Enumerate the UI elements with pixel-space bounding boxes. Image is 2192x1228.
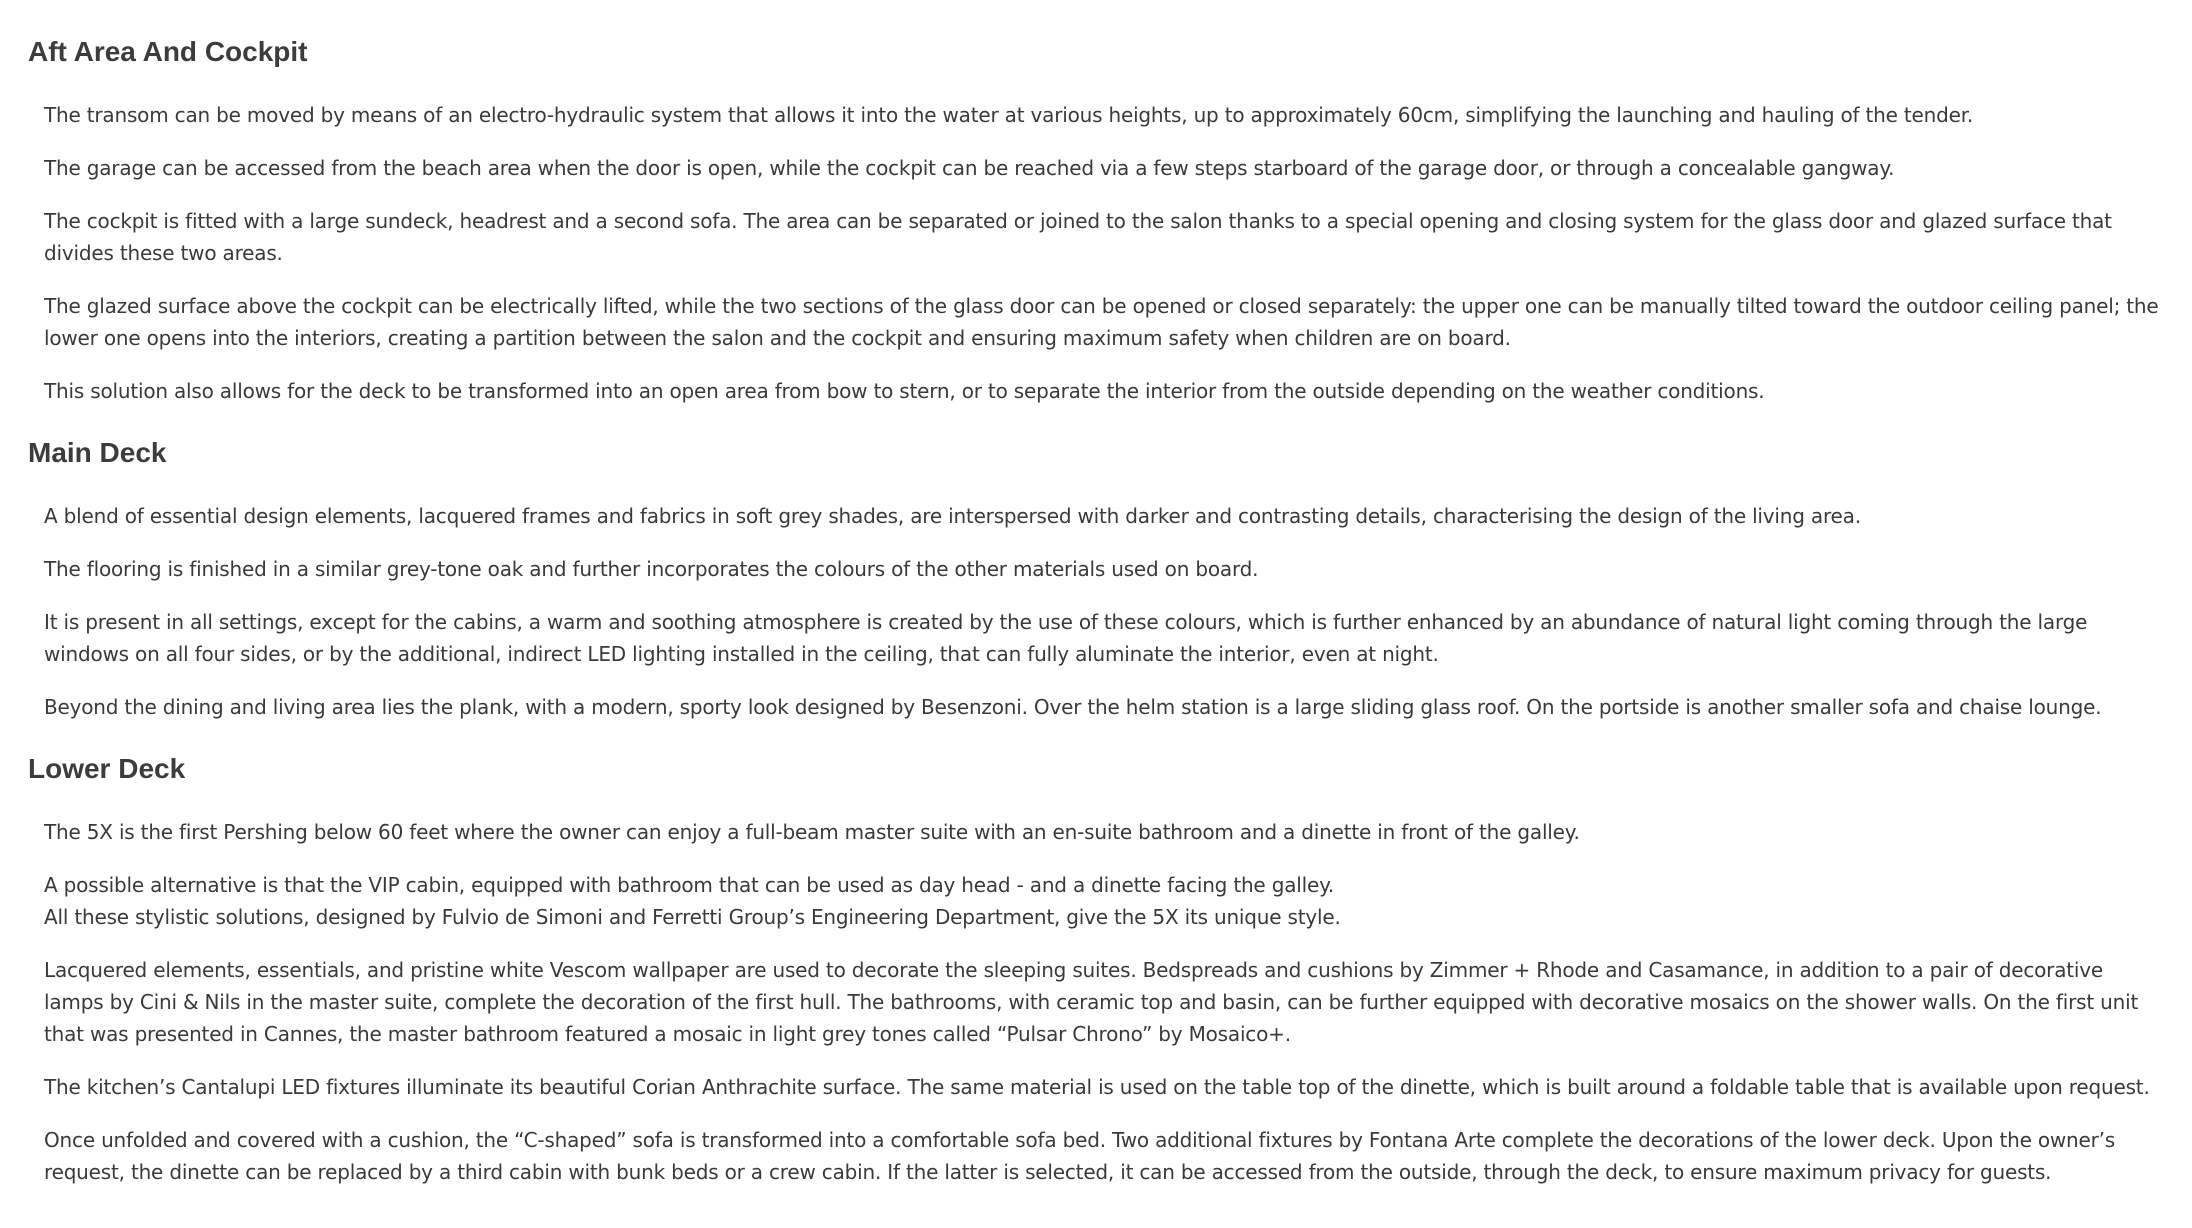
section-title: Main Deck [28,437,167,468]
paragraph: The flooring is finished in a similar grey-tone oak and further incorporates the colours of the other materials used on board. [44,557,1259,581]
paragraph: The transom can be moved by means of an electro-hydraulic system that allows it into the water at various heights, up to approximately 60cm, simplifying the launching and hauling of the tender. [44,103,1974,127]
paragraph: A blend of essential design elements, lacquered frames and fabrics in soft grey shades, are interspersed with darker and contrasting details, characterising the design of the living area. [44,504,1861,528]
section-aft-area-and-cockpit [28,34,2164,407]
paragraph: The garage can be accessed from the beach area when the door is open, while the cockpit can be reached via a few steps starboard of the garage door, or through a concealable gangway. [44,156,1895,180]
paragraph: The cockpit is fitted with a large sundeck, headrest and a second sofa. The area can be separated or joined to the salon thanks to a special opening and closing system for the glass door and glazed surface that divides these two areas. [44,209,2112,265]
paragraph-line: A possible alternative is that the VIP cabin, equipped with bathroom that can be used as day head - and a dinette facing the galley. [44,873,1335,897]
section-main-deck [28,435,2164,723]
paragraph: Lacquered elements, essentials, and pristine white Vescom wallpaper are used to decorate the sleeping suites. Bedspreads and cushions by Zimmer + Rhode and Casamance, in addition to a pair of decorative lamps by Cini & Nils in the master suite, complete the decoration of the first hull. The bathrooms, with ceramic top and basin, can be further equipped with decorative mosaics on the shower walls. On the first unit that was presented in Cannes, the master bathroom featured a mosaic in light grey tones called “Pulsar Chrono” by Mosaico+. [44,958,2139,1046]
paragraph-line: All these stylistic solutions, designed by Fulvio de Simoni and Ferretti Group’s Engineering Department, give the 5X its unique style. [44,905,1341,929]
paragraph: Beyond the dining and living area lies the plank, with a modern, sporty look designed by Besenzoni. Over the helm station is a large sliding glass roof. On the portside is another smaller sofa and chaise lounge. [44,695,2102,719]
section-title: Lower Deck [28,753,186,784]
paragraph: This solution also allows for the deck to be transformed into an open area from bow to stern, or to separate the interior from the outside depending on the weather conditions. [44,379,1765,403]
paragraph: The glazed surface above the cockpit can be electrically lifted, while the two sections of the glass door can be opened or closed separately: the upper one can be manually tilted toward the outdoor ceiling panel; the lower one opens into the interiors, creating a partition between the salon and the cockpit and ensuring maximum safety when children are on board. [44,294,2159,350]
paragraph: The 5X is the first Pershing below 60 feet where the owner can enjoy a full-beam master suite with an en-suite bathroom and a dinette in front of the galley. [44,820,1580,844]
paragraph: Once unfolded and covered with a cushion, the “C-shaped” sofa is transformed into a comfortable sofa bed. Two additional fixtures by Fontana Arte complete the decorations of the lower deck. Upon the owner’s request, the dinette can be replaced by a third cabin with bunk beds or a crew cabin. If the latter is selected, it can be accessed from the outside, through the deck, to ensure maximum privacy for guests. [44,1128,2116,1184]
paragraph-two-line [44,869,2164,933]
paragraph: It is present in all settings, except for the cabins, a warm and soothing atmosphere is created by the use of these colours, which is further enhanced by an abundance of natural light coming through the large windows on all four sides, or by the additional, indirect LED lighting installed in the ceiling, that can fully aluminate the interior, even at night. [44,610,2088,666]
paragraph: The kitchen’s Cantalupi LED fixtures illuminate its beautiful Corian Anthrachite surface. The same material is used on the table top of the dinette, which is built around a foldable table that is available upon request. [44,1075,2150,1099]
section-title: Aft Area And Cockpit [28,36,308,67]
section-lower-deck [28,751,2164,1188]
